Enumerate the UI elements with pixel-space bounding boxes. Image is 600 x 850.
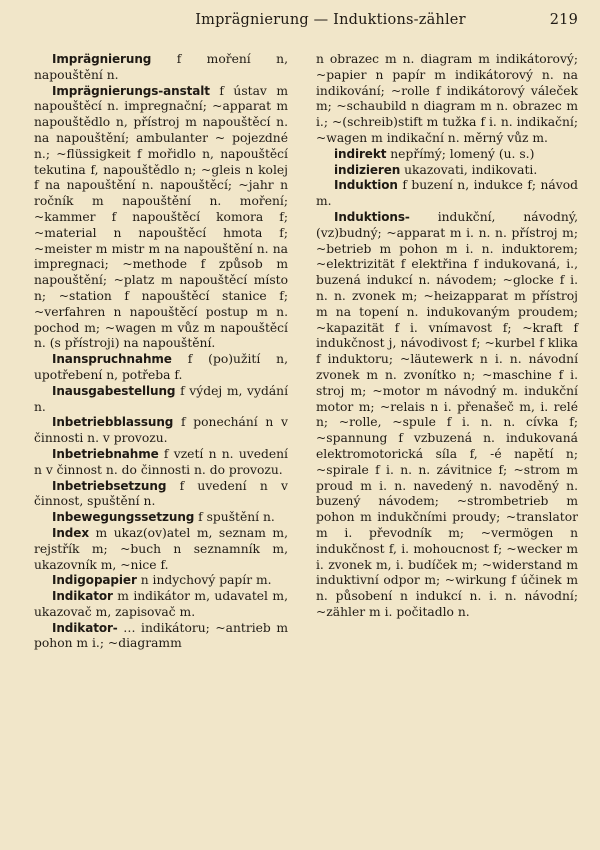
entry-headword: indirekt (334, 146, 387, 161)
dictionary-entry (316, 210, 578, 621)
entry-definition: f vzetí n n. uvedení n v činnost n. do činnosti n. do provozu. (34, 446, 288, 477)
entry-definition: f ponechání n v činnosti n. v provozu. (34, 415, 288, 446)
dictionary-entry (34, 621, 288, 653)
entry-definition: m ukaz(ov)atel m, seznam m, rejstřík m; ~buch n seznamník m, ukazovník m, ~nice f. (34, 525, 288, 572)
entry-definition: f ústav m napouštěcí n. impregnační; ~apparat m napouštědlo n, přístroj m napouštěcí n. na napouštění; ambulanter ~ pojezdné n.; ~flüssigkeit f mořidlo n, napouštěcí tekutina f, napouštědlo n; ~gleis n kolej f na napouštění n. napouštěcí; ~jahr n ročník m napouštění n. moření; ~kammer f napouštěcí komora f; ~material n napouštěcí hmota f; ~meister m mistr m na napouštění n. na impregnaci; ~methode f způsob m napouštění; ~platz m napouštěcí místo n; ~station f napouštěcí stanice f; ~verfahren n napouštěcí postup m n. pochod m; ~wagen m vůz m napouštěcí n. (s přístroji) na napouštění. (34, 83, 288, 351)
entry-definition: n obrazec m n. diagram m indikátorový; ~papier n papír m indikátorový n. na indikování; ~rolle f indikátorový váleček m; ~schaubild n diagram m n. obrazec m i.; ~(schreib)stift m tužka f i. n. indikační; ~wagen m indikační n. měrný vůz m. (316, 52, 578, 145)
entry-headword: Inbewegungssetzung (52, 510, 195, 525)
entry-definition: f (po)užití n, upotřebení n, potřeba f. (34, 352, 288, 382)
text-columns (34, 52, 578, 652)
entry-headword: Indikator (52, 589, 113, 604)
dictionary-entry (34, 589, 288, 621)
dictionary-entry (316, 147, 578, 163)
entry-definition: f výdej m, vydání n. (34, 383, 288, 414)
dictionary-entry (316, 163, 578, 179)
entry-headword: Inausgabestellung (52, 383, 176, 398)
entry-definition: … indikátoru; ~antrieb m pohon m i.; ~diagramm (34, 620, 288, 651)
entry-headword: Index (52, 525, 89, 540)
entry-definition: ukazovati, indikovati. (400, 162, 538, 177)
running-header (34, 12, 578, 52)
entry-headword: Indigopapier (52, 573, 137, 588)
dictionary-entry (34, 573, 288, 589)
page-number: 219 (549, 12, 578, 28)
entry-definition: indukční, návodný, (vz)budný; ~apparat m i. n. n. přístroj m; ~betrieb m pohon m i. n. induktorem; ~elektrizität f elektřina f indukovaná, i., buzená indukcí n. návodem; ~glocke f i. n. n. zvonek m; ~heizapparat m přístroj m na topení n. indukovaným proudem; ~kapazität f i. vnímavost f; ~kraft f indukčnost j, návodivost f; ~kurbel f klika f induktoru; ~läutewerk n i. n. návodní zvonek m n. zvonítko n; ~maschine f i. stroj m; ~motor m návodný m. indukční motor m; ~relais n i. přenašeč m, i. relé n; ~rolle, ~spule f i. n. n. cívka f; ~spannung f vzbuzená n. indukovaná elektromotorická síla f, -é napětí n; ~spirale f i. n. n. závitnice f; ~strom m proud m i. n. navedený n. navoděný n. buzený návodem; ~strombetrieb m pohon m indukčními proudy; ~translator m i. převodník m; ~vermögen n indukčnost f, i. mohoucnost f; ~wecker m i. zvonek m, i. budíček m; ~widerstand m induktivní odpor m; ~wirkung f účinek m n. působení n indukcí n. i. n. návodní; ~zähler m i. počitadlo n. (316, 209, 578, 619)
dictionary-entry (34, 84, 288, 353)
entry-headword: Inanspruchnahme (52, 352, 172, 367)
entry-headword: Inbetriebnahme (52, 446, 159, 461)
entry-headword: Inbetriebblassung (52, 415, 174, 430)
entry-headword: Indikator- (52, 620, 118, 635)
dictionary-entry (34, 52, 288, 84)
entry-headword: indizieren (334, 162, 401, 177)
entry-headword: Induktion (334, 178, 398, 193)
dictionary-entry (34, 447, 288, 479)
entry-definition: f buzení n, indukce f; návod m. (316, 178, 578, 209)
entry-definition: f moření n, napouštění n. (34, 52, 288, 82)
dictionary-entry (34, 510, 288, 526)
entry-definition: nepřímý; lomený (u. s.) (386, 146, 535, 161)
entry-headword: Induktions- (334, 209, 410, 224)
entry-definition: n indychový papír m. (136, 573, 272, 588)
left-column (34, 52, 288, 652)
dictionary-entry (34, 384, 288, 416)
entry-definition: m indikátor m, udavatel m, ukazovač m, zapisovač m. (34, 589, 288, 619)
dictionary-entry (316, 178, 578, 210)
header-title: Imprägnierung — Induktions-zähler (195, 12, 466, 28)
dictionary-entry (34, 479, 288, 511)
entry-definition: f uvedení n v činnost, spuštění n. (34, 478, 288, 509)
entry-headword: Imprägnierung (52, 52, 152, 66)
entry-headword: Imprägnierungs-anstalt (52, 83, 210, 98)
dictionary-entry (34, 352, 288, 384)
entry-definition: f spuštění n. (194, 510, 275, 525)
dictionary-entry (316, 52, 578, 147)
entry-headword: Inbetriebsetzung (52, 478, 167, 493)
right-column (316, 52, 578, 652)
dictionary-entry (34, 526, 288, 573)
dictionary-entry (34, 415, 288, 447)
